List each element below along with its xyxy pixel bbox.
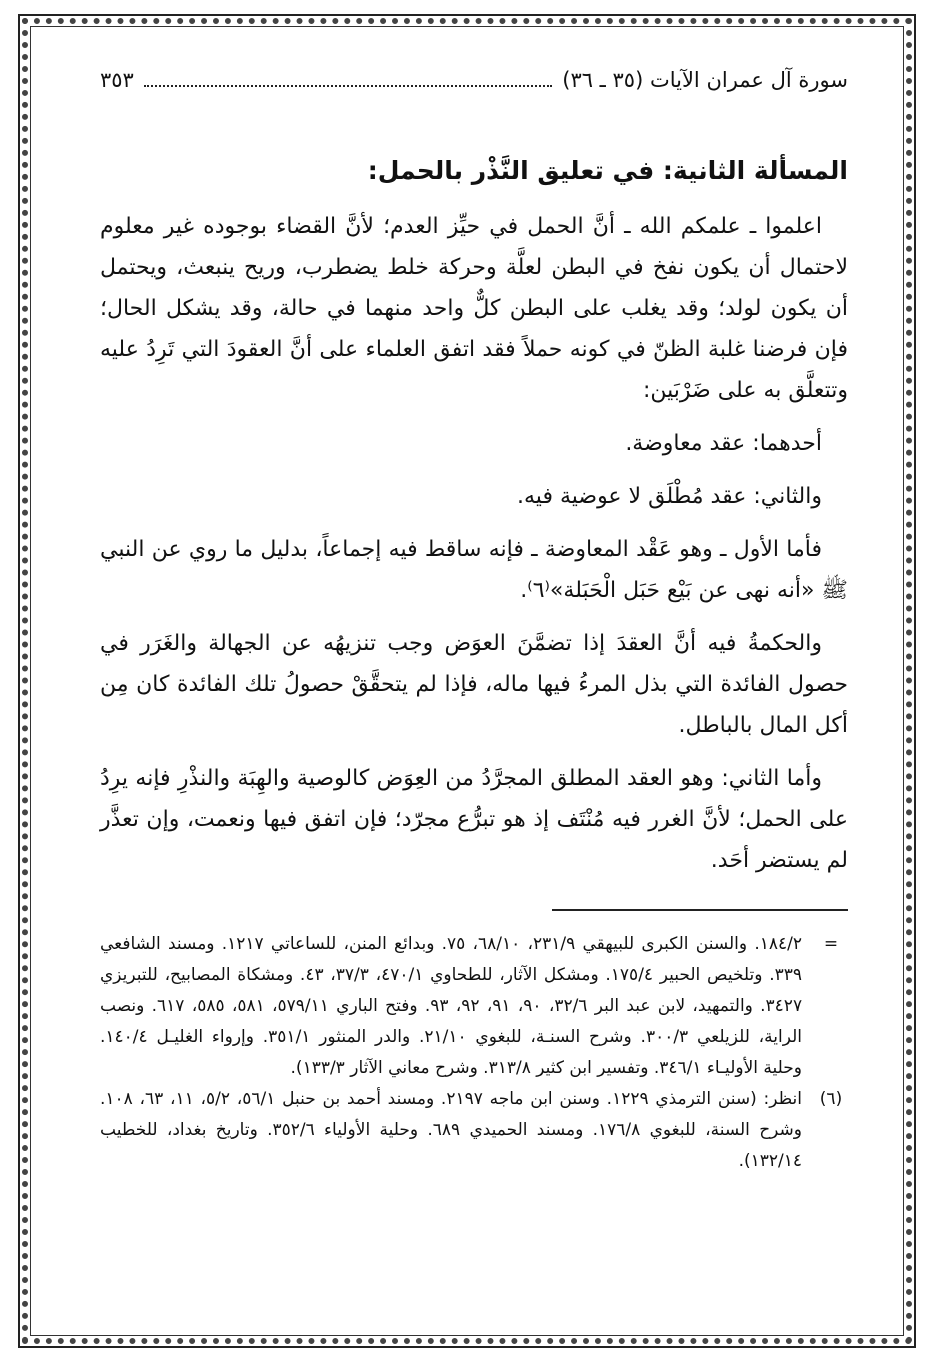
- footnote-text: ١٨٤/٢. والسنن الكبرى للبيهقي ٢٣١/٩، ٦٨/١٠، ٧٥. وبدائع المنن، للساعاتي ١٢١٧. ومسند الشافعي ٣٣٩. وتلخيص الحبير ١٧٥/٤. ومشكل الآثار، للطحاوي ٤٧٠/١، ٣٧/٣، ٤٣. ومشكاة المصابيح، للتبريزي ٣٤٢٧. والتمهيد، لابن عبد البر ٣٢/٦، ٩٠، ٩١، ٩٢، ٩٣. وفتح الباري ٥٧٩/١١، ٥٨١، ٥٨٥، ٦١٧. ونصب الراية، للزيلعي ٣٠٠/٣. وشرح السنـة، للبغوي ٢١/١٠. والدر المنثور ٣٥١/١. وإرواء الغليـل ١٤٠/٤. وحلية الأوليـاء ٣٤٦/١. وتفسير ابن كثير ٣١٣/٨. وشرح معاني الآثار ١٣٣/٣).: [100, 934, 803, 1078]
- footnote-separator: [552, 909, 848, 911]
- body-paragraph-3: والثاني: عقد مُطْلَق لا عوضية فيه.: [517, 484, 822, 509]
- body-paragraph-2: أحدهما: عقد معاوضة.: [625, 431, 822, 456]
- page-number: ٣٥٣: [100, 68, 134, 92]
- body-paragraph-4: فأما الأول ـ وهو عَقْد المعاوضة ـ فإنه ساقط فيه إجماعاً، بدليل ما روي عن النبي ﷺ «أنه نهى عن بَيْع حَبَل الْحَبَلة»⁽٦⁾.: [100, 537, 848, 603]
- footnotes: [100, 929, 848, 1177]
- section-heading: المسألة الثانية: في تعليق النَّذْر بالحمل:: [367, 156, 848, 185]
- body-paragraph-6: وأما الثاني: وهو العقد المطلق المجرَّدُ من العِوَض كالوصية والهِبَة والنذْرِ فإنه يرِدُ على الحمل؛ لأنَّ الغرر فيه مُنْتَف إذ هو تبرُّع مجرّد؛ فإن اتفق فيها ونعمت، وإن تعذَّر لم يستضر أحَد.: [100, 766, 848, 873]
- footnote-mark: =: [823, 934, 839, 954]
- running-head: [100, 60, 848, 100]
- body-paragraph-1: اعلموا ـ علمكم الله ـ أنَّ الحمل في حيِّز العدم؛ لأنَّ القضاء بوجوده غير معلوم لاحتمال أن يكون نفخ في البطن لعلَّة وحركة خلط يضطرب، وريح ينبعث، ويحتمل أن يكون لولد؛ وقد يغلب على البطن كلٌّ واحد منهما في حالة، وقد يشكل الحال؛ فإن فرضنا غلبة الظنّ في كونه حملاً فقد اتفق العلماء على أنَّ العقودَ التي تَرِدُ عليه وتتعلَّق به على ضَرْبَين:: [100, 214, 848, 403]
- page-content: [100, 60, 848, 1177]
- running-head-dots: [144, 85, 552, 87]
- footnote-6: [100, 1084, 848, 1177]
- footnote-mark: (٦): [819, 1089, 843, 1109]
- footnote-continuation: [100, 929, 848, 1084]
- body-paragraph-5: والحكمةُ فيه أنَّ العقدَ إذا تضمَّنَ العوَض وجب تنزيهُه عن الجهالة والغَرَر في حصول الفائدة التي بذل المرءُ فيها ماله، فإذا لم يتحقَّقْ حصولُ تلك الفائدة كان مِن أكل المال بالباطل.: [100, 631, 848, 738]
- running-head-title: سورة آل عمران الآيات (٣٥ ـ ٣٦): [562, 68, 848, 92]
- footnote-text: انظر: (سنن الترمذي ١٢٢٩. وسنن ابن ماجه ٢١٩٧. ومسند أحمد بن حنبل ٥٦/١، ٥/٢، ١١، ٦٣، ١٠٨. وشرح السنة، للبغوي ١٧٦/٨. ومسند الحميدي ٦٨٩. وحلية الأولياء ٣٥٢/٦. وتاريخ بغداد، للخطيب ١٣٢/١٤).: [100, 1089, 803, 1171]
